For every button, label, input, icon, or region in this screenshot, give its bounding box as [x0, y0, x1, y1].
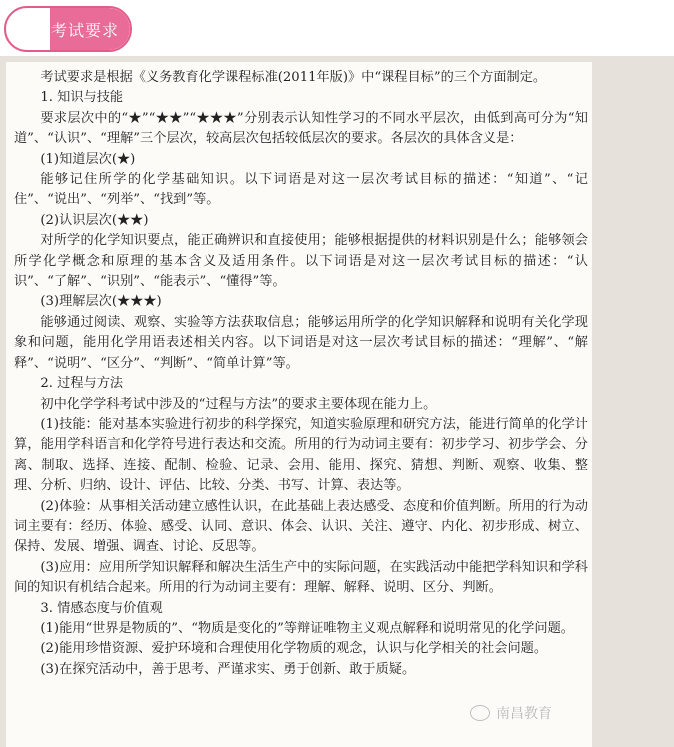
paragraph: 初中化学学科考试中涉及的“过程与方法”的要求主要体现在能力上。: [40, 396, 437, 412]
subheading: (1)知道层次(★): [40, 151, 136, 167]
paragraph: (3)在探究活动中，善于思考、严谨求实、勇于创新、敢于质疑。: [40, 661, 416, 677]
section-heading: 3. 情感态度与价值观: [40, 600, 163, 616]
wechat-logo-icon: [470, 705, 490, 721]
paragraph: 考试要求是根据《义务教育化学课程标准(2011年版)》中“课程目标”的三个方面制定。: [40, 70, 547, 85]
paragraph: (1)技能：能对基本实验进行初步的科学探究，知道实验原理和研究方法，能进行简单的化学计算，能用学科语言和化学符号进行表达和交流。所用的行为动词主要有：初步学习、初步学会、分离、制取、选择、连接、配制、检验、记录、会用、能用、探究、猜想、判断、观察、收集、整理、分析、归纳、设计、评估、比较、分类、书写、计算、表达等。: [14, 416, 588, 494]
header-bar: [0, 0, 674, 56]
paragraph: (2)能用珍惜资源、爱护环境和合理使用化学物质的观念，认识与化学相关的社会问题。: [40, 641, 548, 657]
section-tab[interactable]: [4, 6, 132, 52]
paragraph: 对所学的化学知识要点，能正确辨识和直接使用；能够根据提供的材料识别是什么；能够领会所学化学概念和原理的基本含义及适用条件。以下词语是对这一层次考试目标的描述：“认识”、“了解”、“识别”、“能表示”、“懂得”等。: [14, 233, 588, 290]
paragraph: (2)体验：从事相关活动建立感性认识，在此基础上表达感受、态度和价值判断。所用的行为动词主要有：经历、体验、感受、认同、意识、体会、认识、关注、遵守、内化、初步形成、树立、保持、发展、增强、调查、讨论、反思等。: [14, 498, 588, 555]
section-tab-label: 考试要求: [50, 20, 119, 40]
watermark-text: 南昌教育: [496, 706, 552, 722]
section-heading: 1. 知识与技能: [40, 90, 124, 106]
subheading: (3)理解层次(★★★): [40, 294, 162, 310]
document-body: [6, 62, 592, 747]
subheading: (2)认识层次(★★): [40, 212, 149, 228]
paragraph: (1)能用“世界是物质的”、“物质是变化的”等辩证唯物主义观点解释和说明常见的化学问题。: [40, 620, 574, 636]
paragraph: 要求层次中的“★”“★★”“★★★”分别表示认知性学习的不同水平层次，由低到高可分为“知道”、“认识”、“理解”三个层次，较高层次包括较低层次的要求。各层次的具体含义是：: [14, 110, 588, 147]
paragraph: 能够通过阅读、观察、实验等方法获取信息；能够运用所学的化学知识解释和说明有关化学现象和问题，能用化学用语表述相关内容。以下词语是对这一层次考试目标的描述：“理解”、“解释”、“说明”、“区分”、“判断”、“简单计算”等。: [14, 314, 588, 371]
paragraph: 能够记住所学的化学基础知识。以下词语是对这一层次考试目标的描述：“知道”、“记住”、“说出”、“列举”、“找到”等。: [14, 172, 588, 208]
watermark: [470, 703, 552, 723]
section-heading: 2. 过程与方法: [40, 376, 124, 392]
section-tab-fill: [50, 8, 130, 50]
paragraph: (3)应用：应用所学知识解释和解决生活生产中的实际问题，在实践活动中能把学科知识和学科间的知识有机结合起来。所用的行为动词主要有：理解、解释、说明、区分、判断。: [14, 559, 588, 596]
